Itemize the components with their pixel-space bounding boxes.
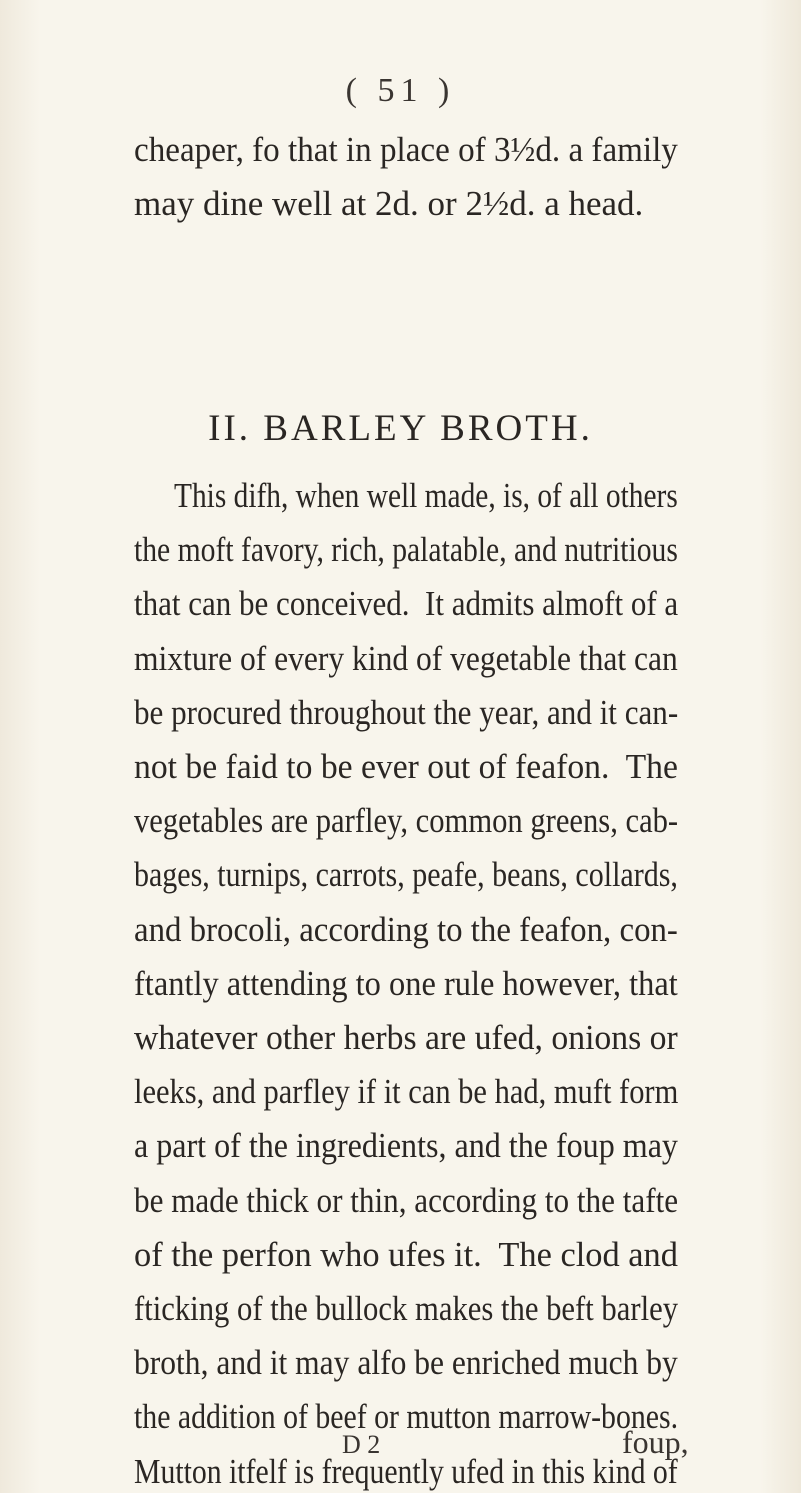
catchword: foup,: [622, 1424, 689, 1460]
section-heading: II. BARLEY BROTH.: [208, 408, 593, 449]
book-page: ( 51 ) cheaper, fo that in place of 3½d. a family may dine well at 2d. or 2½d. a head. II. BARLEY BROTH. This difh, when well made, is, of all others the moft favory, rich, palatable, and nutritious that can be conceived. It admits almoft of a mixture of every kind of vegetable that can be procured throughout the year, and it can- not be faid to be ever out of feafon. The vegetables are parfley, common greens, cab- bages, turnips, carrots, peafe, beans, collards, and brocoli, according to the feafon, con- ftantly attending to one rule however, that whatever other herbs are ufed, onions or leeks, and parfley if it can be had, muft form a part of the ingredients, and the foup may be made thick or thin, according to the tafte of the perfon who ufes it. The clod and fticking of the bullock makes the beft barley broth, and it may alfo be enriched much by the addition of beef or mutton marrow-bones. Mutton itfelf is frequently ufed in this kind of D 2 foup,: [0, 0, 801, 1493]
signature-mark: D 2: [342, 1430, 381, 1459]
page-number: ( 51 ): [345, 72, 456, 109]
